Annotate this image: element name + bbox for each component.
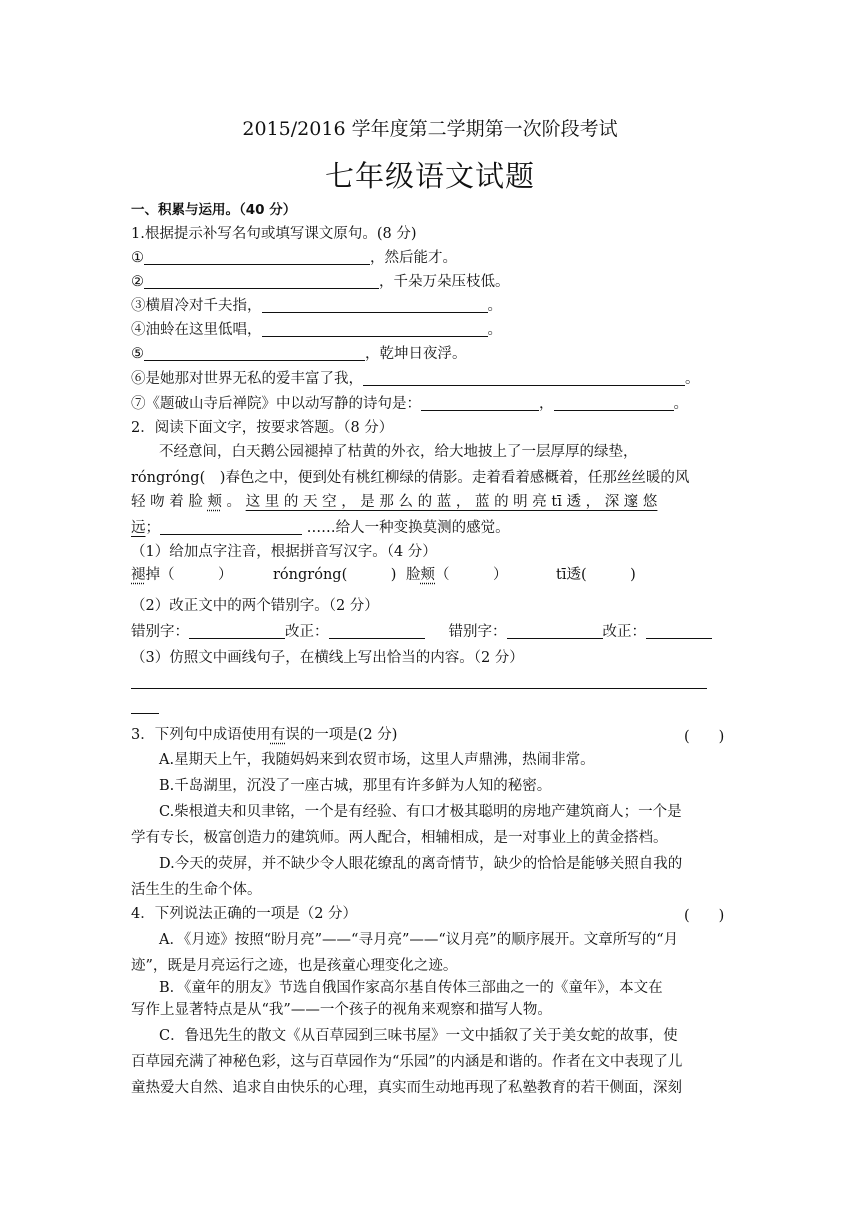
answer-blank[interactable] [144,249,370,265]
q2-passage-line: 远； ……给人一种变换莫测的感觉。 [131,520,510,536]
answer-blank[interactable] [189,623,285,639]
q1-item-1: ① ，然后能才。 [131,250,457,266]
underlined-sentence: 这 里 的 天 空 ， 是 那 么 的 蓝 ， 蓝 的 明 亮 tī 透 ， 深 邃 悠 [245,494,658,510]
q3-stem: 3．下列句中成语使用有误的一项是(2 分) [131,727,398,743]
answer-blank[interactable] [554,395,674,411]
q1-item-6: ⑥是她那对世界无私的爱丰富了我， 。 [131,371,700,387]
q3-option-d: D.今天的荧屏，并不缺少令人眼花缭乱的离奇情节，缺少的恰恰是能够关照自我的 [159,856,683,872]
answer-blank[interactable] [144,273,379,289]
q3-option-c-cont: 学有专长，极富创造力的建筑师。两人配合，相辅相成，是一对事业上的黄金搭档。 [131,830,668,846]
q4-option-c-cont: 百草园充满了神秘色彩，这与百草园作为“乐园”的内涵是和谐的。作者在文中表现了儿 [131,1054,683,1070]
q2-sub2-answers: 错别字： 改正： 错别字： 改正： [131,622,712,642]
q4-option-a-cont: 迹”，既是月亮运行之迹，也是孩童心理变化之迹。 [131,958,458,974]
q2-sub1-answers: 褪掉（ ） róngróng( ) 脸颊（ ） tī透( ) [131,567,636,583]
q2-passage-line: 轻 吻 着 脸 颊 。 这 里 的 天 空 ， 是 那 么 的 蓝 ， 蓝 的 明 亮 tī 透 ， 深 邃 悠 [131,494,658,510]
q3-option-a: A.星期天上午，我随妈妈来到农贸市场，这里人声鼎沸，热闹非常。 [159,752,595,768]
q1-item-4: ④油蛉在这里低唱， 。 [131,322,502,338]
q4-option-b: B．《童年的朋友》节选自俄国作家高尔基自传体三部曲之一的《童年》，本文在 [159,980,663,996]
q1-item-3: ③横眉冷对千夫指， 。 [131,298,502,314]
q4-option-c-cont: 童热爱大自然、追求自由快乐的心理，真实而生动地再现了私塾教育的若干侧面，深刻 [131,1080,682,1096]
q3-option-d-cont: 活生生的生命个体。 [131,882,262,898]
q1-stem: 1.根据提示补写名句或填写课文原句。(8 分) [131,226,417,242]
answer-blank[interactable] [329,623,425,639]
q2-sub1: （1）给加点字注音，根据拼音写汉字。（4 分） [131,544,437,560]
answer-blank[interactable] [262,297,488,313]
q1-item-5: ⑤ ，乾坤日夜浮。 [131,346,467,362]
q1-item-7: ⑦《题破山寺后禅院》中以动写静的诗句是： ， 。 [131,396,688,412]
answer-blank[interactable] [646,623,712,639]
answer-line[interactable] [131,713,159,714]
q3-answer-paren[interactable]: ( ) [684,729,725,745]
answer-blank[interactable] [421,395,539,411]
answer-blank[interactable] [160,519,302,535]
answer-blank[interactable] [144,345,365,361]
exam-subtitle: 七年级语文试题 [324,159,535,193]
q2-passage-line: róngróng( )春色之中，便到处有桃红柳绿的倩影。走着看着感概着，任那丝丝暖的风 [131,470,690,486]
q1-item-2: ② ，千朵万朵压枝低。 [131,274,510,290]
q2-sub3: （3）仿照文中画线句子，在横线上写出恰当的内容。（2 分） [131,650,524,666]
q4-option-a: A．《月迹》按照“盼月亮”——“寻月亮”——“议月亮”的顺序展开。文章所写的“月 [159,932,679,948]
q3-option-c: C.柴根道夫和贝聿铭，一个是有经验、有口才极其聪明的房地产建筑商人；一个是 [159,804,682,820]
q4-answer-paren[interactable]: ( ) [684,908,725,924]
exam-title: 2015/2016 学年度第二学期第一次阶段考试 [242,118,618,140]
q4-option-b-cont: 写作上显著特点是从“我”——一个孩子的视角来观察和描写人物。 [131,1002,552,1018]
answer-line[interactable] [131,688,707,689]
q3-option-b: B.千岛湖里，沉没了一座古城，那里有许多鲜为人知的秘密。 [159,778,552,794]
answer-blank[interactable] [262,321,488,337]
answer-blank[interactable] [507,623,603,639]
q4-stem: 4．下列说法正确的一项是（2 分） [131,906,358,922]
answer-blank[interactable] [363,370,685,386]
q2-passage-line: 不经意间，白天鹅公园褪掉了枯黄的外衣，给大地披上了一层厚厚的绿垫， [159,444,638,460]
q2-sub2: （2）改正文中的两个错别字。（2 分） [131,598,379,614]
q2-stem: 2．阅读下面文字，按要求答题。（8 分） [131,420,394,436]
q4-option-c: C．鲁迅先生的散文《从百草园到三味书屋》一文中插叙了关于美女蛇的故事，使 [159,1028,678,1044]
section-heading: 一、积累与运用。（40 分） [131,202,297,218]
